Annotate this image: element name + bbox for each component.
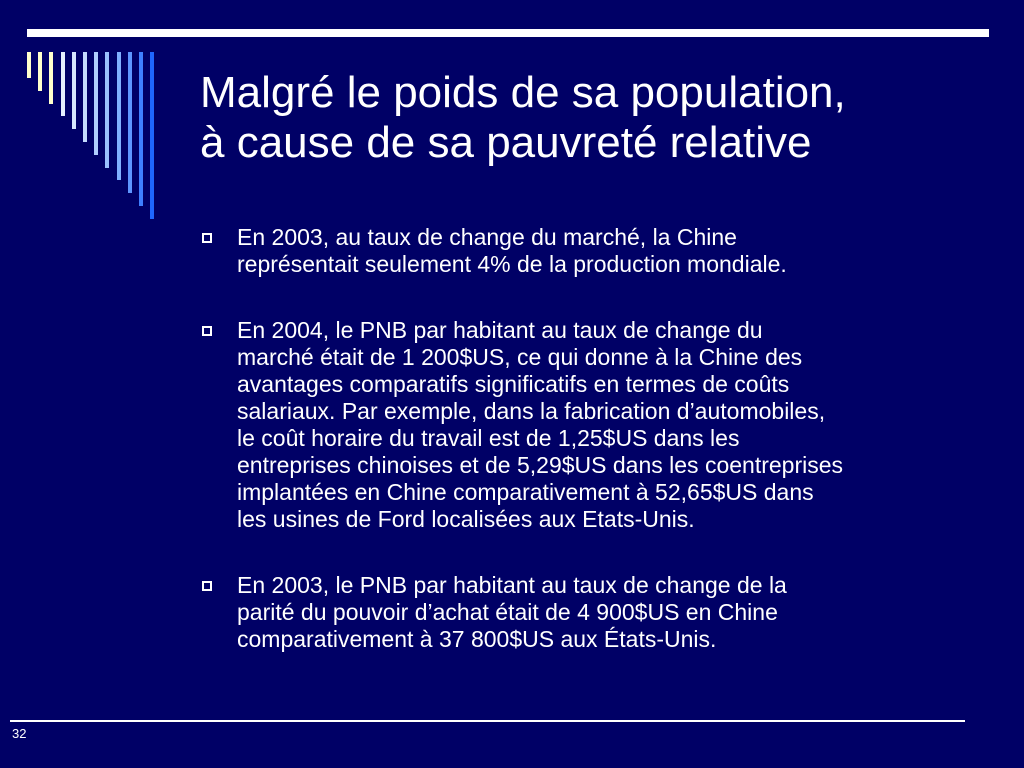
decorative-bar (61, 52, 65, 116)
hollow-square-bullet-icon (202, 326, 212, 336)
bullet-item (200, 317, 1000, 533)
bullet-line: marché était de 1 200$US, ce qui donne à la Chine des (237, 344, 803, 370)
bullet-item (200, 572, 1000, 653)
bullet-line: En 2003, le PNB par habitant au taux de change de la (237, 572, 787, 598)
decorative-bar (72, 52, 76, 129)
decorative-bar (27, 52, 31, 78)
decorative-bar (105, 52, 109, 168)
hollow-square-bullet-icon (202, 233, 212, 243)
title-line: à cause de sa pauvreté relative (200, 118, 812, 167)
bullet-line: salariaux. Par exemple, dans la fabrication d’automobiles, (237, 398, 826, 424)
decorative-bar (38, 52, 42, 91)
decorative-bar (49, 52, 53, 104)
bullet-line: représentait seulement 4% de la production mondiale. (237, 251, 787, 277)
title-line: Malgré le poids de sa population, (200, 68, 846, 117)
decorative-bar (128, 52, 132, 193)
bottom-divider-line (10, 720, 965, 722)
bullet-text (237, 317, 1000, 533)
bullet-line: En 2004, le PNB par habitant au taux de change du (237, 317, 763, 343)
bullet-line: les usines de Ford localisées aux Etats-Unis. (237, 506, 695, 532)
bullet-line: parité du pouvoir d’achat était de 4 900$US en Chine (237, 599, 778, 625)
bullet-line: le coût horaire du travail est de 1,25$US dans les (237, 425, 740, 451)
bullet-list (200, 224, 1000, 692)
slide-title (200, 68, 990, 168)
bullet-text (237, 572, 1000, 653)
bullet-line: implantées en Chine comparativement à 52,65$US dans (237, 479, 814, 505)
top-divider-line (27, 29, 989, 37)
bullet-line: En 2003, au taux de change du marché, la Chine (237, 224, 737, 250)
decorative-bar (94, 52, 98, 155)
decorative-bar (83, 52, 87, 142)
bullet-line: avantages comparatifs significatifs en termes de coûts (237, 371, 790, 397)
decorative-bar (139, 52, 143, 206)
decorative-bar (117, 52, 121, 180)
decorative-bar (150, 52, 154, 219)
hollow-square-bullet-icon (202, 581, 212, 591)
bullet-line: entreprises chinoises et de 5,29$US dans les coentreprises (237, 452, 844, 478)
bullet-line: comparativement à 37 800$US aux États-Unis. (237, 626, 717, 652)
bullet-item (200, 224, 1000, 278)
page-number: 32 (12, 726, 27, 741)
bullet-text (237, 224, 1000, 278)
